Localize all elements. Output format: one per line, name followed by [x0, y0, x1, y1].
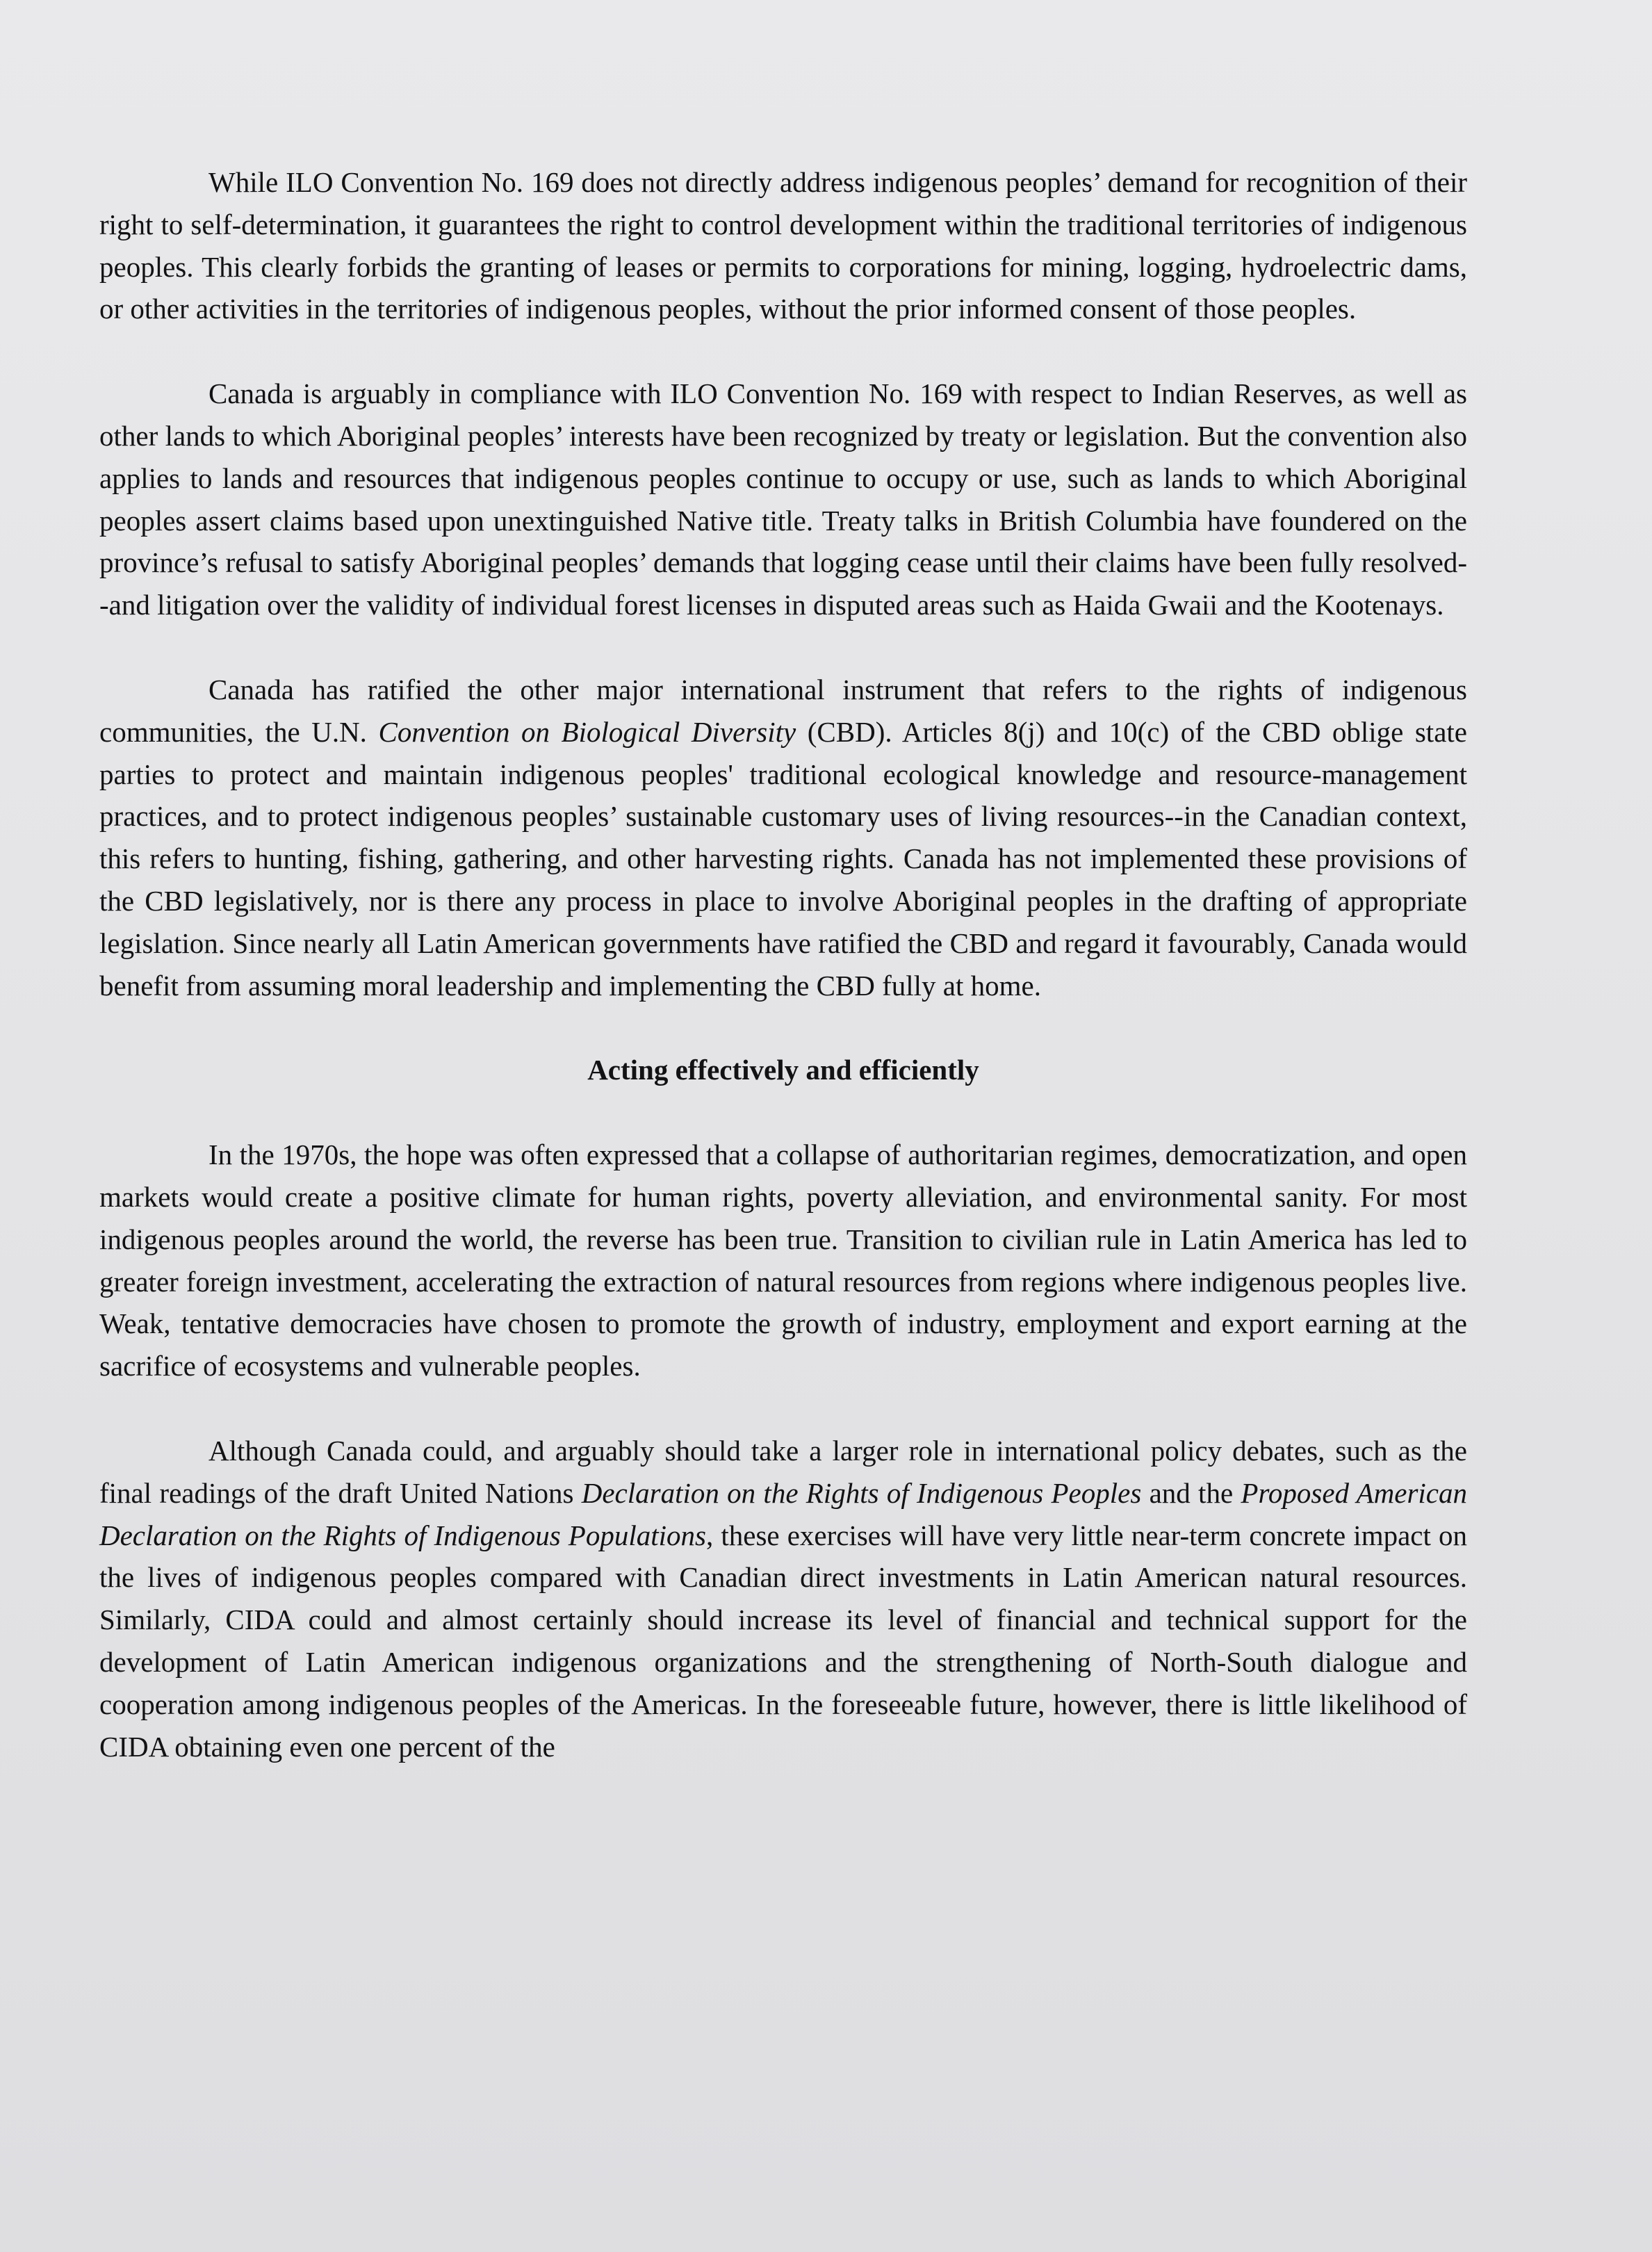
paragraph-4-text: In the 1970s, the hope was often expressed that a collapse of authoritarian regimes, democratization, and open markets would create a positive climate for human rights, poverty alleviation, and environmental sanity. For most indigenous peoples around the world, the reverse has been true. Transition to civilian rule in Latin America has led to greater foreign investment, accelerating the extraction of natural resources from regions where indigenous peoples live. Weak, tentative democracies have chosen to promote the growth of industry, employment and export earning at the sacrifice of ecosystems and vulnerable peoples.	[99, 1139, 1467, 1382]
paragraph-5-run-2-italic: Declaration on the Rights of Indigenous Peoples	[581, 1476, 1142, 1509]
document-body	[99, 161, 1467, 1768]
paragraph-1	[99, 161, 1467, 330]
paragraph-5-run-3: and the	[1141, 1476, 1241, 1509]
paragraph-3	[99, 669, 1467, 1006]
paragraph-2-text: Canada is arguably in compliance with ILO Convention No. 169 with respect to Indian Reserves, as well as other lands to which Aboriginal peoples’ interests have been recognized by treaty or legislation. But the convention also applies to lands and resources that indigenous peoples continue to occupy or use, such as lands to which Aboriginal peoples assert claims based upon unextinguished Native title. Treaty talks in British Columbia have foundered on the province’s refusal to satisfy Aboriginal peoples’ demands that logging cease until their claims have been fully resolved--and litigation over the validity of individual forest licenses in disputed areas such as Haida Gwaii and the Kootenays.	[99, 377, 1467, 621]
paragraph-5	[99, 1430, 1467, 1768]
paragraph-3-run-1: Canada has ratified the other major international instrument that refers to the rights of indigenous communities, the U.N.	[99, 673, 1467, 748]
paragraph-5-run-1: Although Canada could, and arguably should take a larger role in international policy debates, such as the final readings of the draft United Nations	[99, 1434, 1467, 1509]
paragraph-5-run-4-italic: Proposed American Declaration on the Rights of Indigenous Populations	[99, 1476, 1467, 1551]
paragraph-3-run-3: (CBD). Articles 8(j) and 10(c) of the CBD oblige state parties to protect and maintain indigenous peoples' traditional ecological knowledge and resource-management practices, and to protect indigenous peoples’ sustainable customary uses of living resources--in the Canadian context, this refers to hunting, fishing, gathering, and other harvesting rights. Canada has not implemented these provisions of the CBD legislatively, nor is there any process in place to involve Aboriginal peoples in the drafting of appropriate legislation. Since nearly all Latin American governments have ratified the CBD and regard it favourably, Canada would benefit from assuming moral leadership and implementing the CBD fully at home.	[99, 715, 1467, 1002]
paragraph-2	[99, 373, 1467, 626]
paragraph-1-text: While ILO Convention No. 169 does not directly address indigenous peoples’ demand for recognition of their right to self-determination, it guarantees the right to control development within the traditional territories of indigenous peoples. This clearly forbids the granting of leases or permits to corporations for mining, logging, hydroelectric dams, or other activities in the territories of indigenous peoples, without the prior informed consent of those peoples.	[99, 166, 1467, 325]
paragraph-4	[99, 1134, 1467, 1387]
paragraph-3-run-2-italic: Convention on Biological Diversity	[378, 715, 796, 748]
paragraph-5-run-5: , these exercises will have very little near-term concrete impact on the lives of indigenous peoples compared with Canadian direct investments in Latin American natural resources. Similarly, CIDA could and almost certainly should increase its level of financial and technical support for the development of Latin American indigenous organizations and the strengthening of North-South dialogue and cooperation among indigenous peoples of the Americas. In the foreseeable future, however, there is little likelihood of CIDA obtaining even one percent of the	[99, 1519, 1467, 1763]
section-heading: Acting effectively and efficiently	[587, 1054, 979, 1086]
